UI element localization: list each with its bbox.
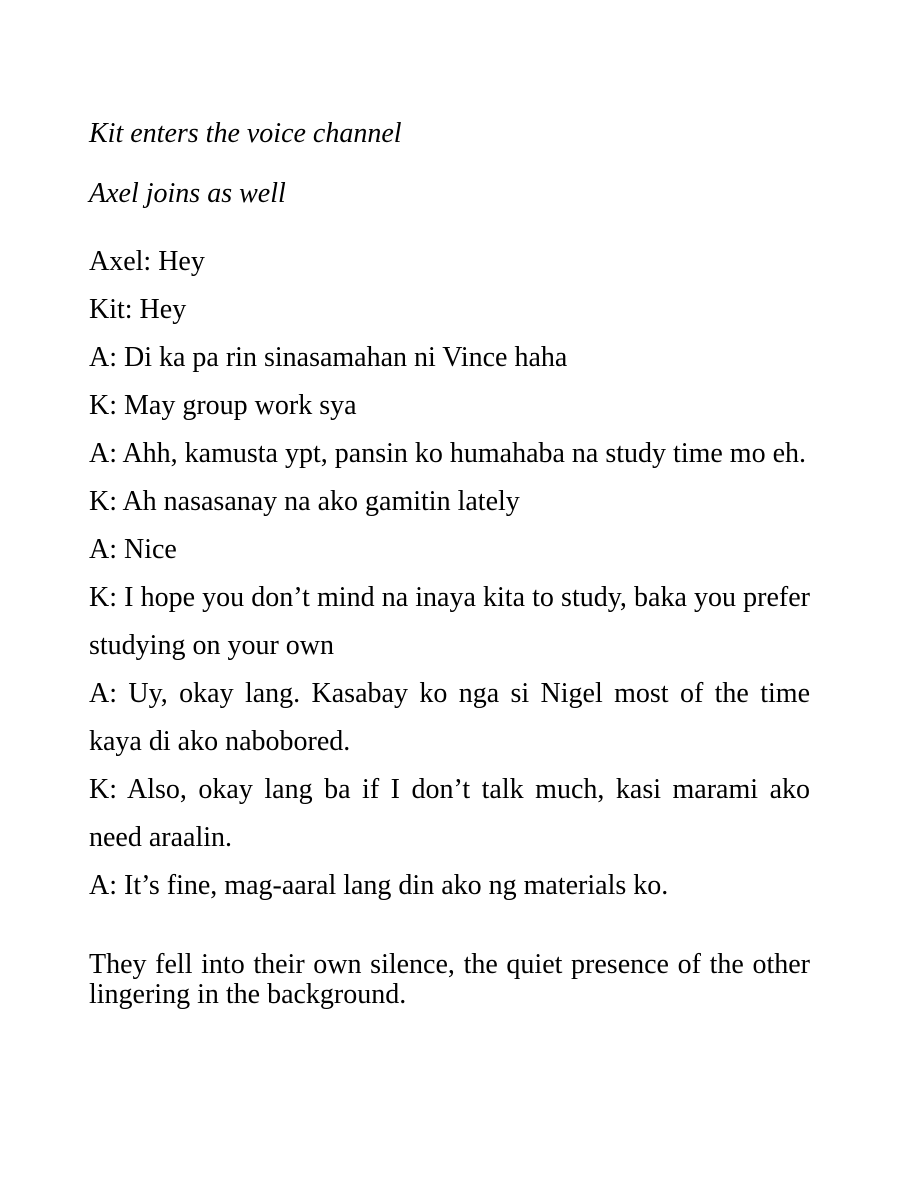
dialogue-block bbox=[89, 238, 810, 910]
dialogue-line: Axel: Hey bbox=[89, 246, 205, 277]
dialogue-line: A: Ahh, kamusta ypt, pansin ko humahaba na study time mo eh. bbox=[89, 438, 807, 469]
dialogue-line: A: Di ka pa rin sinasamahan ni Vince haha bbox=[89, 342, 568, 373]
dialogue-line: K: I hope you don’t mind na inaya kita to study, baka you prefer studying on your own bbox=[89, 582, 810, 661]
dialogue-line: A: Uy, okay lang. Kasabay ko nga si Nigel most of the time kaya di ako nabobored. bbox=[89, 678, 810, 757]
dialogue-line: Kit: Hey bbox=[89, 294, 187, 325]
narration-paragraph: They fell into their own silence, the quiet presence of the other lingering in the background. bbox=[89, 949, 810, 1010]
dialogue-line: K: Also, okay lang ba if I don’t talk much, kasi marami ako need araalin. bbox=[89, 774, 810, 853]
dialogue-line: A: Nice bbox=[89, 534, 177, 565]
dialogue-line: A: It’s fine, mag-aaral lang din ako ng materials ko. bbox=[89, 870, 669, 901]
dialogue-line: K: May group work sya bbox=[89, 390, 357, 421]
dialogue-line: K: Ah nasasanay na ako gamitin lately bbox=[89, 486, 520, 517]
stage-direction: Axel joins as well bbox=[89, 178, 286, 209]
stage-direction: Kit enters the voice channel bbox=[89, 118, 402, 149]
document-page bbox=[89, 112, 810, 1010]
